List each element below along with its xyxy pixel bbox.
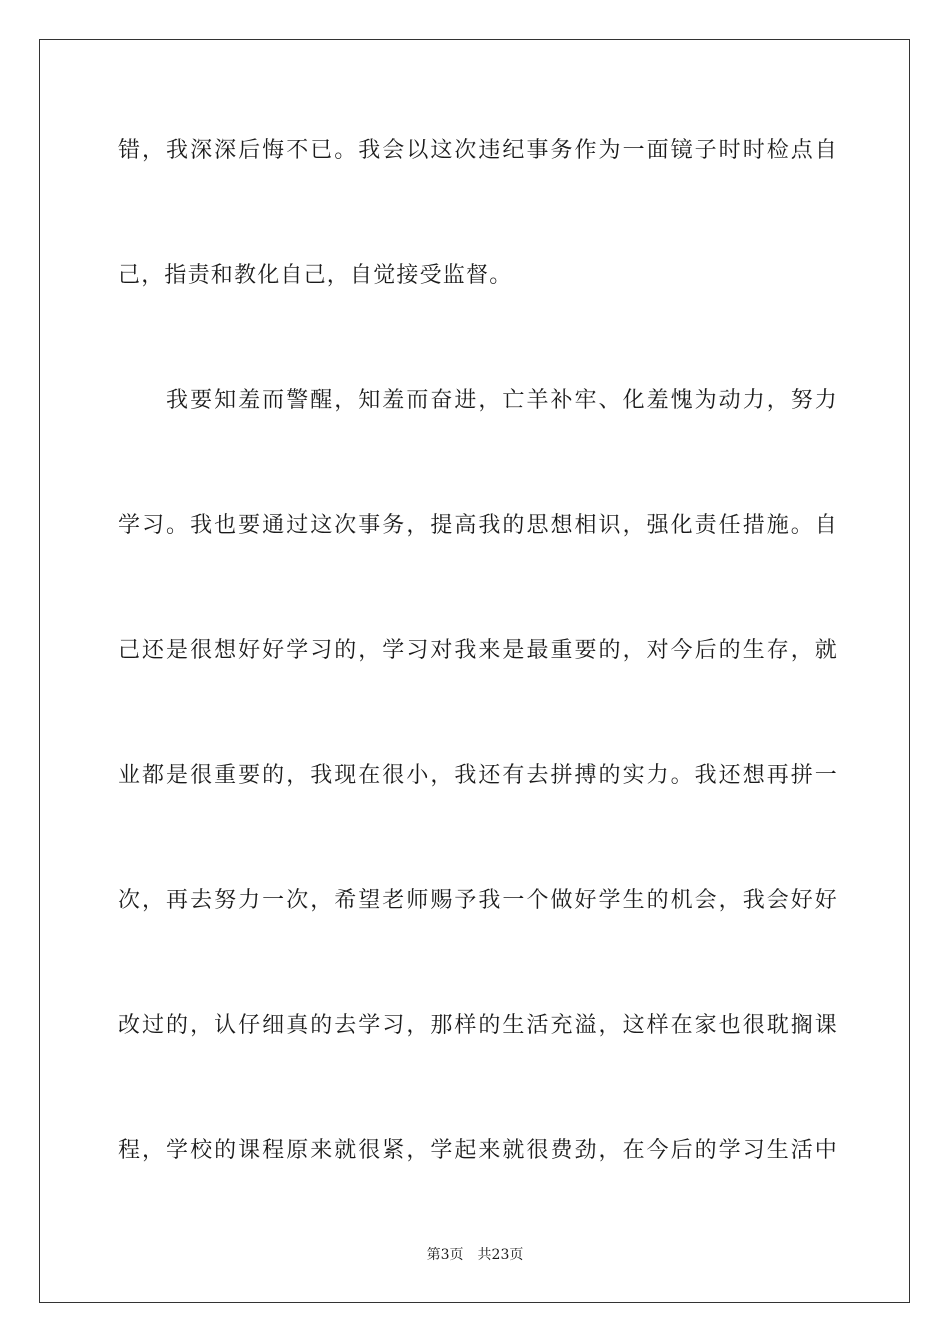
page-border	[39, 39, 910, 1303]
text-line: 我要知羞而警醒，知羞而奋进，亡羊补牢、化羞愧为动力，努力	[118, 388, 838, 413]
text-line: 己还是很想好好学习的，学习对我来是最重要的，对今后的生存，就	[118, 638, 838, 663]
page-total: 共23页	[477, 1247, 524, 1263]
text-line: 学习。我也要通过这次事务，提高我的思想相识，强化责任措施。自	[118, 513, 838, 538]
text-line: 业都是很重要的，我现在很小，我还有去拼搏的实力。我还想再拼一	[118, 763, 838, 788]
text-line: 次，再去努力一次，希望老师赐予我一个做好学生的机会，我会好好	[118, 888, 838, 913]
page-footer	[0, 1245, 950, 1265]
text-line: 错，我深深后悔不已。我会以这次违纪事务作为一面镜子时时检点自	[118, 138, 838, 163]
text-line: 程，学校的课程原来就很紧，学起来就很费劲，在今后的学习生活中	[118, 1138, 838, 1163]
text-line: 己，指责和教化自己，自觉接受监督。	[118, 263, 513, 288]
page-number: 第3页	[426, 1247, 464, 1263]
text-line: 改过的，认仔细真的去学习，那样的生活充溢，这样在家也很耽搁课	[118, 1013, 838, 1038]
